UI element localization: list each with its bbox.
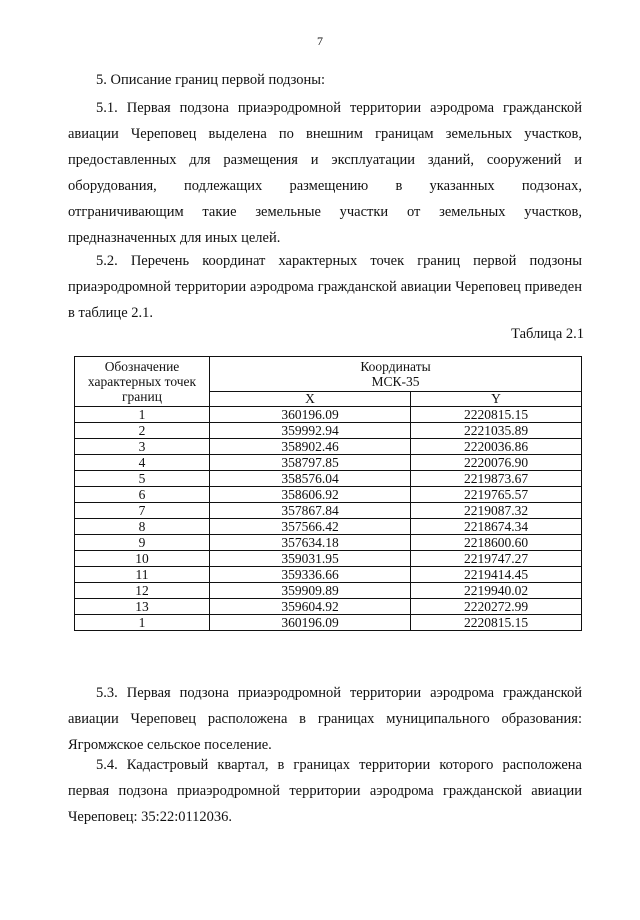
coordinates-table	[74, 356, 582, 631]
cell-x: 357566.42	[210, 519, 411, 535]
table-row	[75, 615, 582, 631]
cell-x: 358902.46	[210, 439, 411, 455]
table-row	[75, 423, 582, 439]
cell-point: 13	[75, 599, 210, 615]
paragraph-5-4: 5.4. Кадастровый квартал, в границах территории которого расположена первая подзона приаэродромной территории аэродрома гражданской авиации Череповец: 35:22:0112036.	[68, 757, 582, 825]
header-coordinate-system: МСК-35	[371, 374, 420, 389]
cell-point: 6	[75, 487, 210, 503]
cell-point: 2	[75, 423, 210, 439]
table-caption: Таблица 2.1	[511, 326, 584, 342]
header-coordinates-title: Координаты	[360, 359, 431, 374]
table-row	[75, 471, 582, 487]
cell-point: 3	[75, 439, 210, 455]
cell-x: 358606.92	[210, 487, 411, 503]
cell-y: 2219940.02	[411, 583, 582, 599]
cell-y: 2220076.90	[411, 455, 582, 471]
cell-y: 2220036.86	[411, 439, 582, 455]
cell-point: 5	[75, 471, 210, 487]
cell-x: 360196.09	[210, 615, 411, 631]
cell-y: 2219747.27	[411, 551, 582, 567]
table-row	[75, 519, 582, 535]
section-heading: 5. Описание границ первой подзоны:	[96, 72, 326, 88]
table-row	[75, 503, 582, 519]
cell-y: 2219087.32	[411, 503, 582, 519]
cell-y: 2219414.45	[411, 567, 582, 583]
cell-x: 359909.89	[210, 583, 411, 599]
cell-point: 12	[75, 583, 210, 599]
cell-point: 1	[75, 615, 210, 631]
cell-y: 2220272.99	[411, 599, 582, 615]
header-coordinates	[210, 357, 582, 392]
table-row	[75, 551, 582, 567]
cell-point: 1	[75, 407, 210, 423]
table-row	[75, 487, 582, 503]
cell-point: 9	[75, 535, 210, 551]
cell-y: 2218674.34	[411, 519, 582, 535]
paragraph-5-3: 5.3. Первая подзона приаэродромной территории аэродрома гражданской авиации Череповец расположена в границах муниципального образования: Ягромжское сельское поселение.	[68, 685, 582, 753]
cell-point: 7	[75, 503, 210, 519]
cell-point: 8	[75, 519, 210, 535]
header-x: X	[210, 392, 411, 407]
cell-y: 2220815.15	[411, 615, 582, 631]
table-row	[75, 567, 582, 583]
cell-point: 11	[75, 567, 210, 583]
table-row	[75, 455, 582, 471]
table-row	[75, 407, 582, 423]
cell-y: 2219765.57	[411, 487, 582, 503]
paragraph-5-1: 5.1. Первая подзона приаэродромной территории аэродрома гражданской авиации Череповец выделена по внешним границам земельных участков, предоставленных для размещения и эксплуатации зданий, сооружений и оборудования, подлежащих размещению в указанных подзонах, отграничивающим такие земельные участки от земельных участков, предназначенных для иных целей.	[68, 100, 582, 246]
cell-x: 358576.04	[210, 471, 411, 487]
cell-y: 2220815.15	[411, 407, 582, 423]
page-number: 7	[317, 34, 323, 48]
table-row	[75, 439, 582, 455]
cell-x: 359031.95	[210, 551, 411, 567]
cell-point: 10	[75, 551, 210, 567]
cell-x: 359604.92	[210, 599, 411, 615]
cell-x: 358797.85	[210, 455, 411, 471]
cell-x: 360196.09	[210, 407, 411, 423]
header-y: Y	[411, 392, 582, 407]
table-row	[75, 599, 582, 615]
cell-y: 2219873.67	[411, 471, 582, 487]
cell-x: 357634.18	[210, 535, 411, 551]
table-row	[75, 583, 582, 599]
coordinates-body	[75, 407, 582, 631]
header-point-label: Обозначение характерных точек границ	[75, 357, 210, 407]
cell-x: 357867.84	[210, 503, 411, 519]
table-row	[75, 535, 582, 551]
cell-y: 2218600.60	[411, 535, 582, 551]
cell-y: 2221035.89	[411, 423, 582, 439]
cell-x: 359336.66	[210, 567, 411, 583]
cell-x: 359992.94	[210, 423, 411, 439]
paragraph-5-2: 5.2. Перечень координат характерных точек границ первой подзоны приаэродромной территории аэродрома гражданской авиации Череповец приведен в таблице 2.1.	[68, 253, 582, 321]
cell-point: 4	[75, 455, 210, 471]
